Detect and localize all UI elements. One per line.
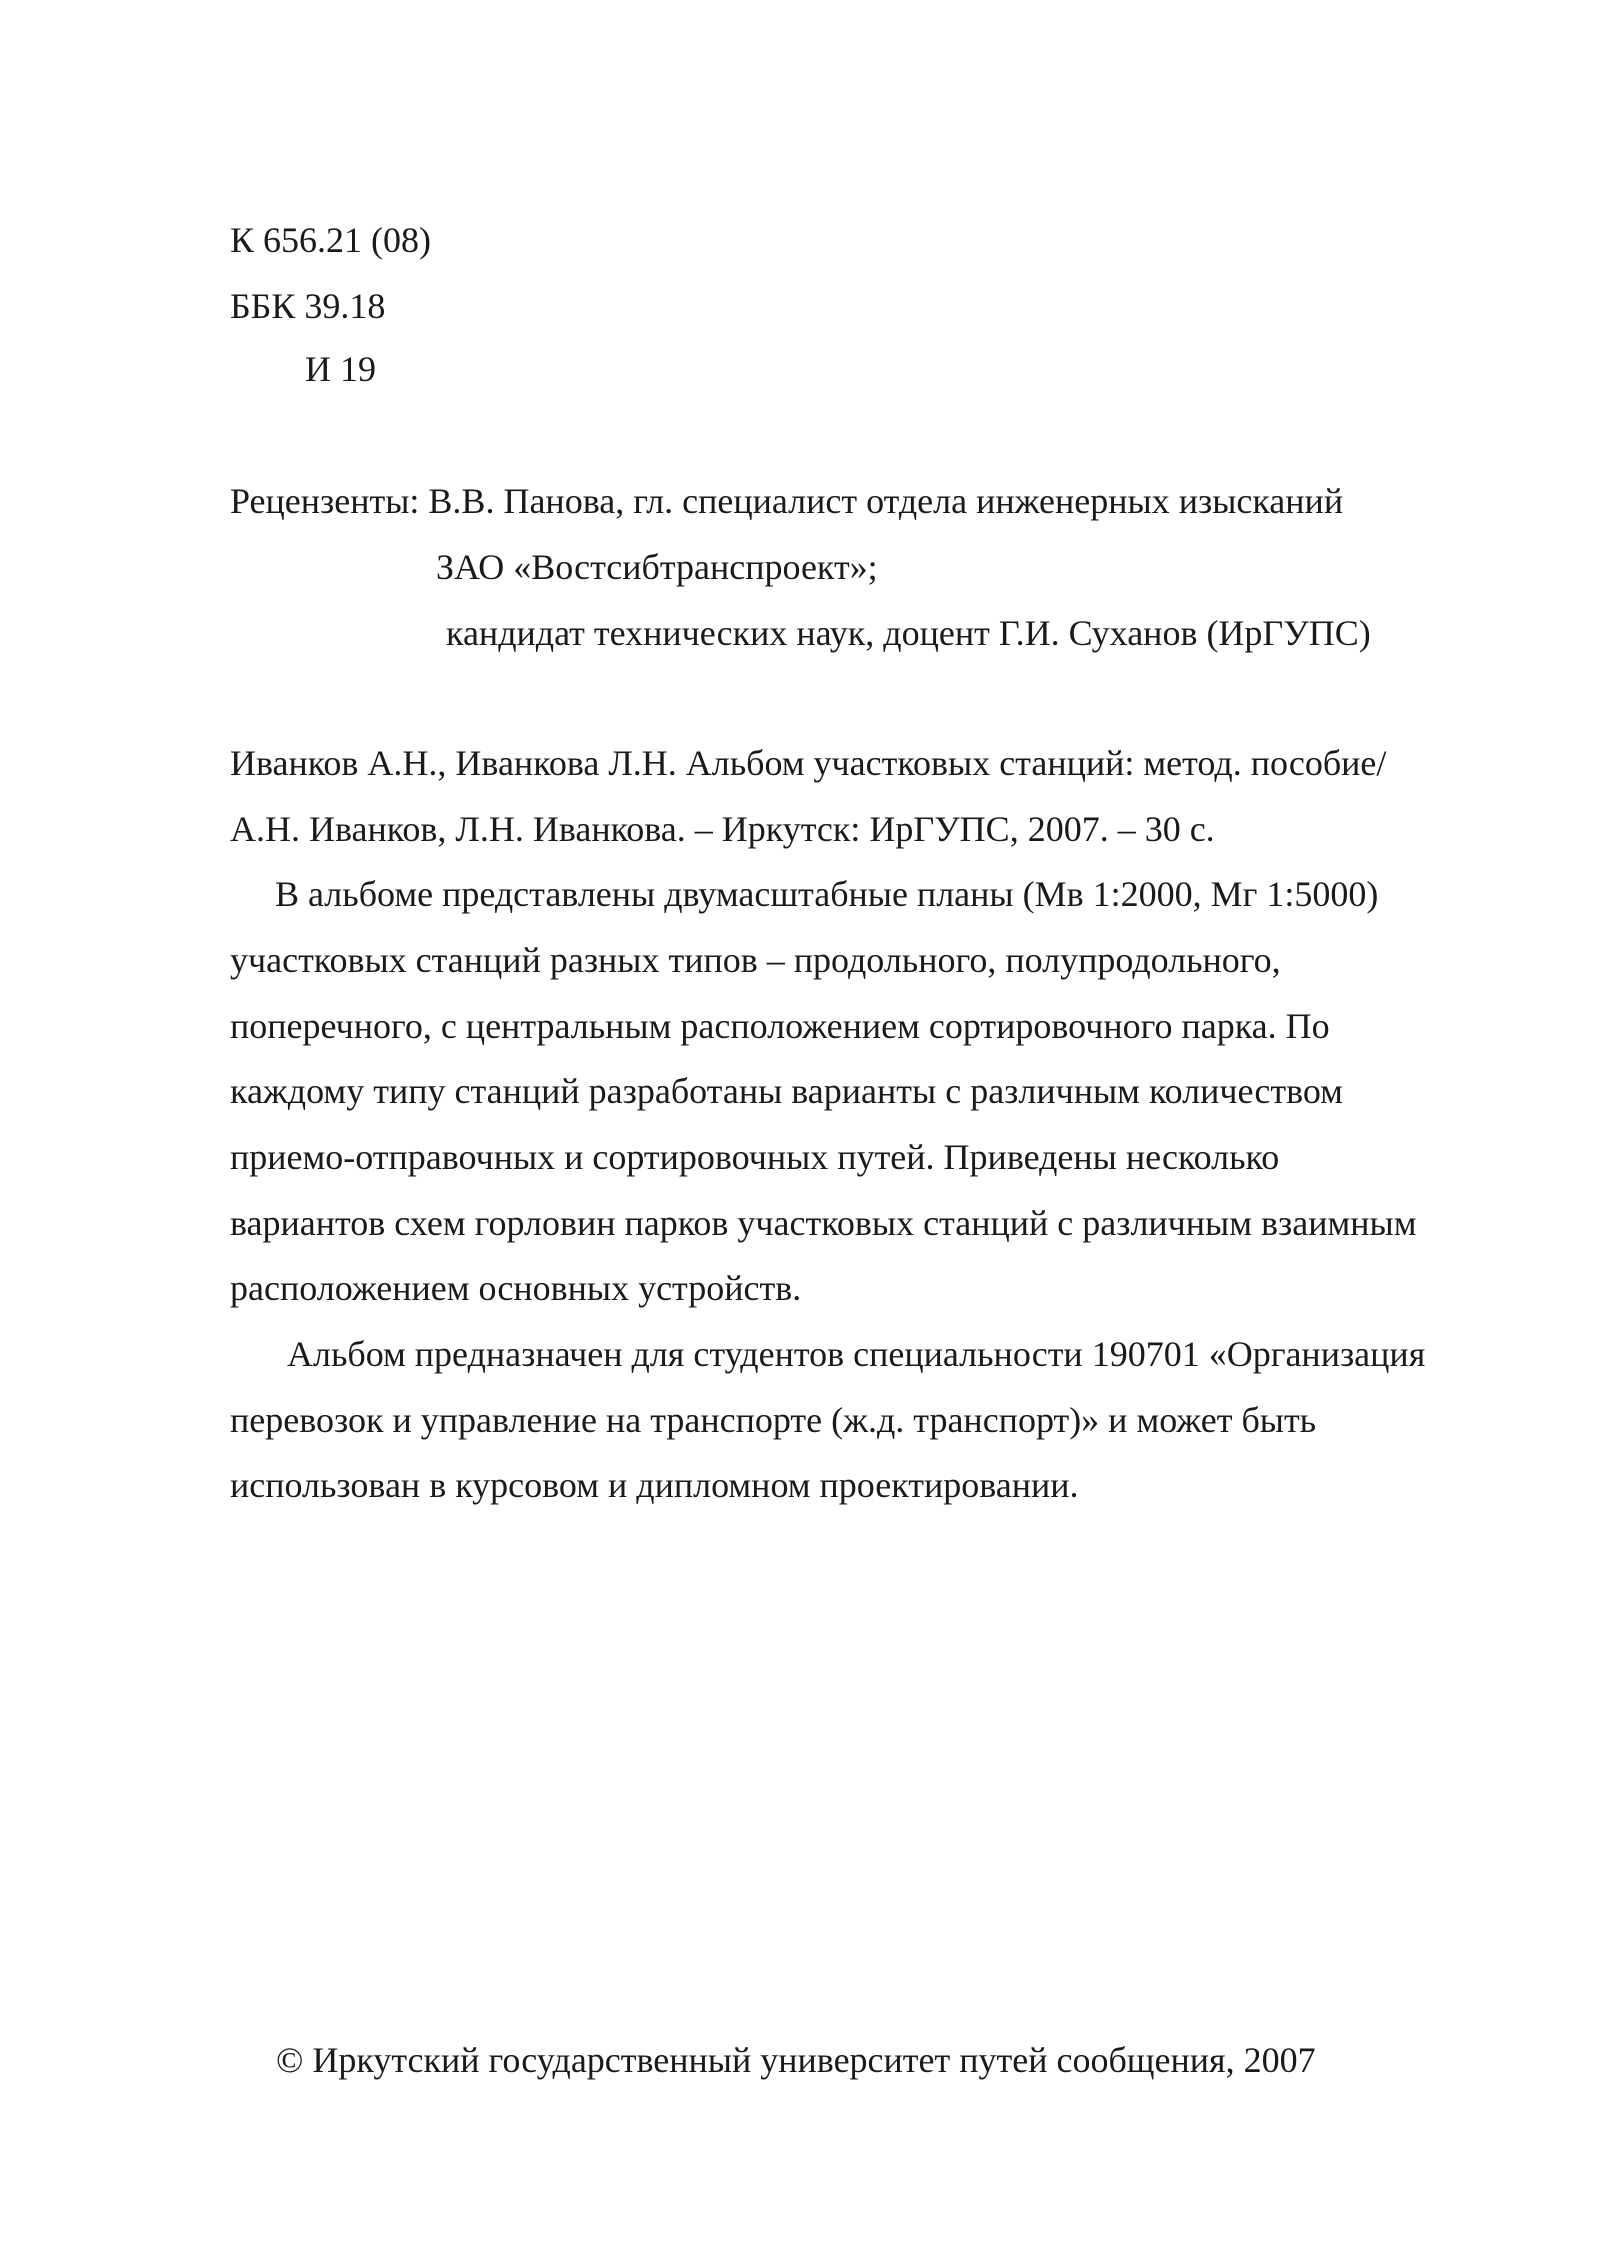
reviewers-line-2: ЗАО «Востсибтранспроект»;	[436, 547, 878, 587]
abstract-line: расположением основных устройств.	[230, 1268, 802, 1308]
udk-code: К 656.21 (08)	[230, 220, 431, 260]
purpose-line: Альбом предназначен для студентов специальности 190701 «Организация	[287, 1334, 1426, 1374]
abstract-line: участковых станций разных типов – продольного, полупродольного,	[230, 940, 1281, 980]
purpose-line: использован в курсовом и дипломном проектировании.	[230, 1465, 1079, 1505]
citation-line-1: Иванков А.Н., Иванкова Л.Н. Альбом участковых станций: метод. пособие/	[230, 743, 1387, 783]
abstract-line: поперечного, с центральным расположением сортировочного парка. По	[230, 1006, 1330, 1046]
abstract-line: каждому типу станций разработаны варианты с различным количеством	[230, 1071, 1343, 1111]
abstract-line: вариантов схем горловин парков участковых станций с различным взаимным	[230, 1203, 1417, 1243]
abstract-line: В альбоме представлены двумасштабные планы (Мв 1:2000, Мг 1:5000)	[275, 874, 1379, 914]
author-sign: И 19	[305, 349, 376, 389]
reviewers-line-3: кандидат технических наук, доцент Г.И. Суханов (ИрГУПС)	[446, 613, 1371, 653]
citation-line-2: А.Н. Иванков, Л.Н. Иванкова. – Иркутск: ИрГУПС, 2007. – 30 с.	[230, 809, 1215, 849]
abstract-line: приемо-отправочных и сортировочных путей. Приведены несколько	[230, 1137, 1280, 1177]
copyright-line: © Иркутский государственный университет путей сообщения, 2007	[276, 2040, 1316, 2080]
reviewers-line-1: Рецензенты: В.В. Панова, гл. специалист отдела инженерных изысканий	[230, 481, 1344, 521]
bbk-code: ББК 39.18	[230, 286, 386, 326]
purpose-line: перевозок и управление на транспорте (ж.д. транспорт)» и может быть	[230, 1400, 1317, 1440]
